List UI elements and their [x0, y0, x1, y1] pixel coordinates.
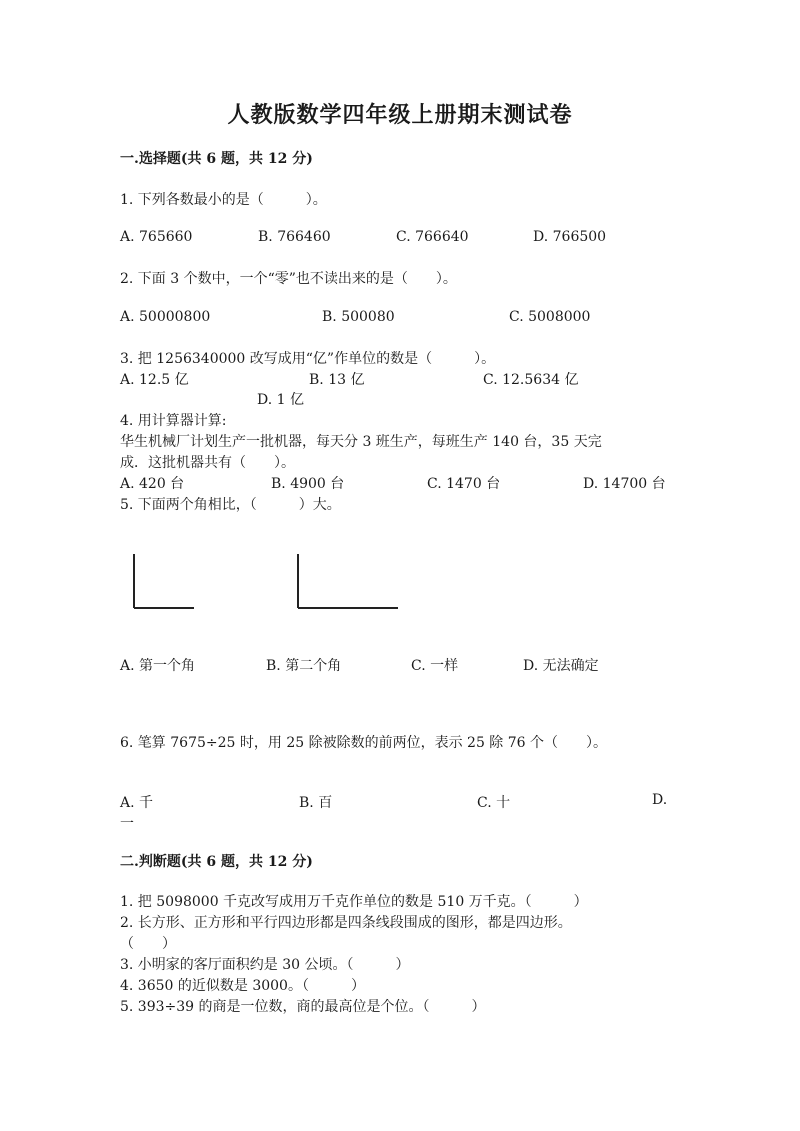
- question-2: 2. 下面 3 个数中，一个“零”也不读出来的是（ ）。: [120, 271, 457, 287]
- question-6: 6. 笔算 7675÷25 时，用 25 除被除数的前两位，表示 25 除 76 个（ ）。: [120, 735, 608, 751]
- q5-option-c: C. 一样: [411, 658, 459, 674]
- q4-option-d: D. 14700 台: [583, 476, 666, 492]
- q1-option-d: D. 766500: [533, 229, 607, 245]
- judgement-item-2-blank: （ ）: [120, 936, 176, 952]
- angle-figure-1: [130, 550, 210, 620]
- q4-option-c: C. 1470 台: [427, 476, 501, 492]
- q6-option-d-text: 一: [120, 816, 134, 832]
- question-3: 3. 把 1256340000 改写成用“亿”作单位的数是（ ）。: [120, 351, 496, 367]
- q4-option-a: A. 420 台: [120, 476, 185, 492]
- question-4: 4. 用计算器计算:: [120, 413, 227, 429]
- section-heading-judgement: 二.判断题(共 6 题，共 12 分): [120, 854, 313, 870]
- judgement-item-2: 2. 长方形、正方形和平行四边形都是四条线段围成的图形，都是四边形。: [120, 915, 572, 931]
- q1-option-b: B. 766460: [258, 229, 331, 245]
- q5-option-a: A. 第一个角: [120, 658, 196, 674]
- judgement-item-3: 3. 小明家的客厅面积约是 30 公顷。（ ）: [120, 957, 410, 973]
- q6-option-c: C. 十: [477, 795, 511, 811]
- q3-option-b: B. 13 亿: [309, 372, 365, 388]
- q4-option-b: B. 4900 台: [271, 476, 345, 492]
- q3-option-c: C. 12.5634 亿: [483, 372, 579, 388]
- page-title: 人教版数学四年级上册期末测试卷: [227, 102, 573, 128]
- q6-option-a: A. 千: [120, 795, 154, 811]
- question-1: 1. 下列各数最小的是（ ）。: [120, 192, 327, 208]
- question-4-line-3: 成．这批机器共有（ ）。: [120, 455, 295, 471]
- angle-figure-2: [294, 550, 404, 620]
- q1-option-c: C. 766640: [396, 229, 469, 245]
- q2-option-b: B. 500080: [322, 309, 395, 325]
- q6-option-d-label: D.: [652, 792, 668, 808]
- q2-option-a: A. 50000800: [120, 309, 211, 325]
- q2-option-c: C. 5008000: [509, 309, 591, 325]
- q3-option-d: D. 1 亿: [257, 392, 304, 408]
- q6-option-b: B. 百: [299, 795, 333, 811]
- judgement-item-5: 5. 393÷39 的商是一位数，商的最高位是个位。（ ）: [120, 999, 486, 1015]
- question-4-line-2: 华生机械厂计划生产一批机器，每天分 3 班生产，每班生产 140 台，35 天完: [120, 434, 602, 450]
- judgement-item-4: 4. 3650 的近似数是 3000。（ ）: [120, 978, 365, 994]
- judgement-item-1: 1. 把 5098000 千克改写成用万千克作单位的数是 510 万千克。（ ）: [120, 894, 588, 910]
- q3-option-a: A. 12.5 亿: [120, 372, 189, 388]
- q5-option-b: B. 第二个角: [266, 658, 342, 674]
- section-heading-choice: 一.选择题(共 6 题，共 12 分): [120, 151, 313, 167]
- question-5: 5. 下面两个角相比，（ ）大。: [120, 497, 341, 513]
- q1-option-a: A. 765660: [120, 229, 193, 245]
- q5-option-d: D. 无法确定: [523, 658, 599, 674]
